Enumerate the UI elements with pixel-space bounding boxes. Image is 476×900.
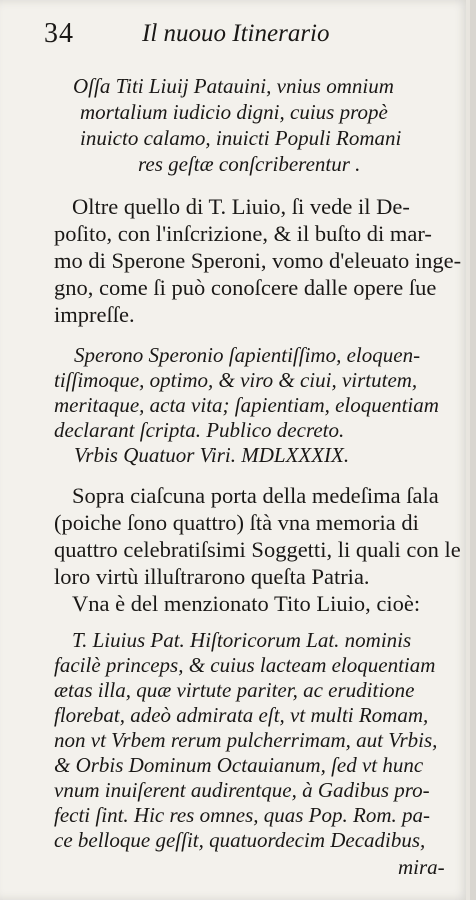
body-line: Sopra ciaſcuna porta della medeſima ſala	[72, 483, 439, 508]
body-line: loro virtù illuſtrarono queſta Patria.	[54, 564, 370, 589]
body-line: impreſſe.	[54, 302, 135, 327]
inscription-line: & Orbis Dominum Octauianum, ſed vt hunc	[54, 753, 424, 777]
catchword: mira-	[398, 855, 445, 879]
inscription-line: T. Liuius Pat. Hiſtoricorum Lat. nominis	[72, 628, 412, 652]
inscription-line: florebat, adeò admirata eſt, vt multi Romam,	[54, 703, 429, 727]
inscription-line: vnum inuiſerent audirentque, à Gadibus pro-	[54, 778, 430, 802]
inscription-line: res geſtæ conſcriberentur .	[138, 152, 361, 176]
page-edge	[466, 0, 470, 900]
inscription-line: ce belloque geſſit, quatuordecim Decadibus,	[54, 828, 426, 852]
body-line: Oltre quello di T. Liuio, ſi vede il De-	[72, 194, 410, 219]
inscription-line: Vrbis Quatuor Viri. MDLXXXIX.	[74, 443, 350, 467]
inscription-line: inuicto calamo, inuicti Populi Romani	[80, 126, 402, 150]
inscription-line: declarant ſcripta. Publico decreto.	[54, 418, 345, 442]
running-title: Il nuouo Itinerario	[142, 20, 330, 47]
inscription-line: non vt Vrbem rerum pulcherrimam, aut Vrbis,	[54, 728, 438, 752]
inscription-line: facilè princeps, & cuius lacteam eloquentiam	[54, 653, 436, 677]
inscription-line: mortalium iudicio digni, cuius propè	[80, 100, 388, 124]
body-line: Vna è del menzionato Tito Liuio, cioè:	[72, 591, 421, 616]
body-line: mo di Sperone Speroni, vomo d'eleuato inge-	[54, 248, 462, 273]
body-line: (poiche ſono quattro) ſtà vna memoria di	[54, 510, 419, 535]
inscription-line: tiſſimoque, optimo, & viro & ciui, virtutem,	[54, 368, 418, 392]
body-line: poſito, con l'inſcrizione, & il buſto di mar-	[54, 221, 432, 246]
inscription-line: fecti ſint. Hic res omnes, quas Pop. Rom. pa-	[54, 803, 431, 827]
body-line: gno, come ſi può conoſcere dalle opere ſue	[54, 275, 437, 300]
inscription-line: meritaque, acta vita; ſapientiam, eloquentiam	[54, 393, 439, 417]
body-line: quattro celebratiſsimi Soggetti, li quali con le	[54, 537, 461, 562]
inscription-line: ætas illa, quæ virtute pariter, ac eruditione	[54, 678, 415, 702]
page-number: 34	[44, 18, 74, 49]
inscription-line: Oſſa Titi Liuij Patauini, vnius omnium	[73, 74, 394, 98]
inscription-line: Sperono Speronio ſapientiſſimo, eloquen-	[74, 343, 421, 367]
